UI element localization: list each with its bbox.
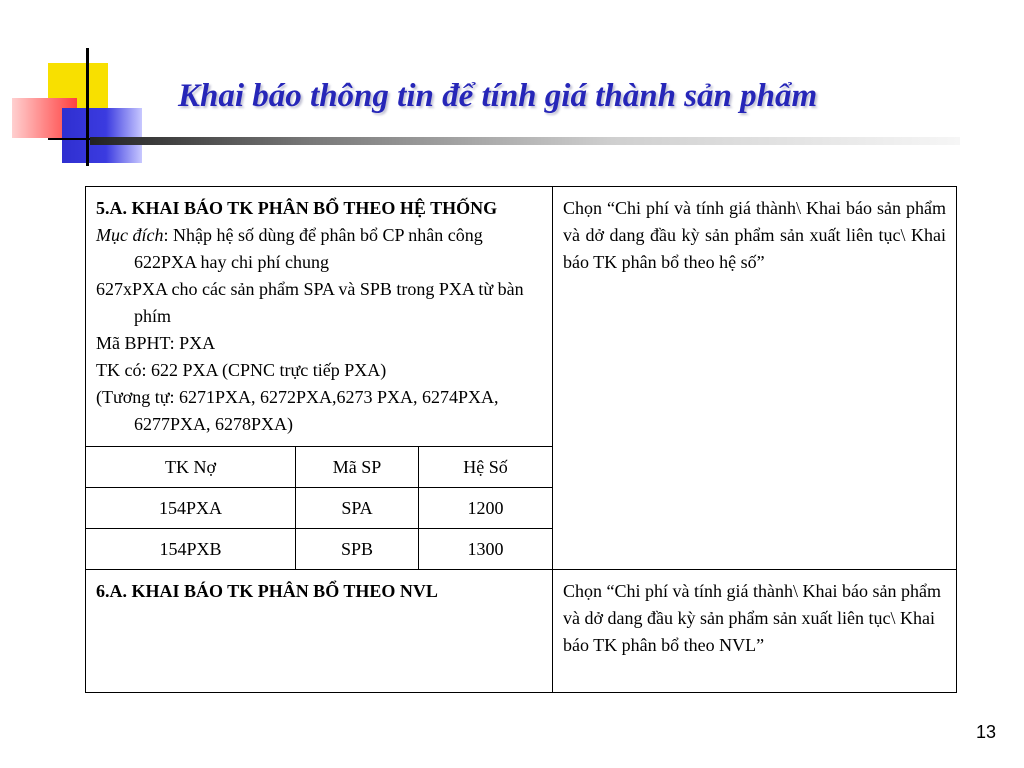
header-ma-sp: Mã SP (296, 447, 419, 488)
cell-he-so: 1300 (419, 529, 553, 570)
purpose-label: Mục đích (96, 225, 164, 245)
similar-accounts-line: (Tương tự: 6271PXA, 6272PXA,6273 PXA, 6274PXA, 6277PXA, 6278PXA) (96, 387, 499, 434)
section-a-instruction-text: Chọn “Chi phí và tính giá thành\ Khai báo sản phẩm và dở dang đầu kỳ sản phẩm sản xuất liên tục\ Khai báo TK phân bổ theo hệ số” (563, 198, 947, 272)
cell-tk-no: 154PXB (86, 529, 296, 570)
cell-ma-sp: SPB (296, 529, 419, 570)
slide-title: Khai báo thông tin để tính giá thành sản phẩm (178, 78, 818, 114)
cell-tk-no: 154PXA (86, 488, 296, 529)
tk-co-line: TK có: 622 PXA (CPNC trực tiếp PXA) (96, 360, 387, 380)
ma-bpht-line: Mã BPHT: PXA (96, 333, 216, 353)
section-a-instruction (553, 187, 957, 570)
header-tk-no: TK Nợ (86, 447, 296, 488)
section-b-heading: 6.A. KHAI BÁO TK PHÂN BỔ THEO NVL (96, 581, 438, 601)
content-table (85, 186, 957, 693)
logo-vertical-line (86, 48, 89, 166)
logo-blue-square (62, 108, 142, 163)
header-he-so: Hệ Số (419, 447, 553, 488)
section-a-description (86, 187, 553, 447)
page-number: 13 (975, 722, 996, 742)
purpose-text: : Nhập hệ số dùng để phân bổ CP nhân công 622PXA hay chi phí chung (134, 225, 483, 272)
section-b-instruction (553, 570, 957, 693)
title-underline (90, 137, 960, 145)
purpose-line (96, 222, 544, 276)
section-a-heading: 5.A. KHAI BÁO TK PHÂN BỔ THEO HỆ THỐNG (96, 198, 498, 218)
line-627: 627xPXA cho các sản phẩm SPA và SPB trong PXA từ bàn phím (96, 279, 524, 326)
section-b-instruction-text: Chọn “Chi phí và tính giá thành\ Khai báo sản phẩm và dở dang đầu kỳ sản phẩm sản xuất liên tục\ Khai báo TK phân bổ theo NVL” (563, 581, 941, 655)
section-b-description (86, 570, 553, 693)
cell-ma-sp: SPA (296, 488, 419, 529)
cell-he-so: 1200 (419, 488, 553, 529)
